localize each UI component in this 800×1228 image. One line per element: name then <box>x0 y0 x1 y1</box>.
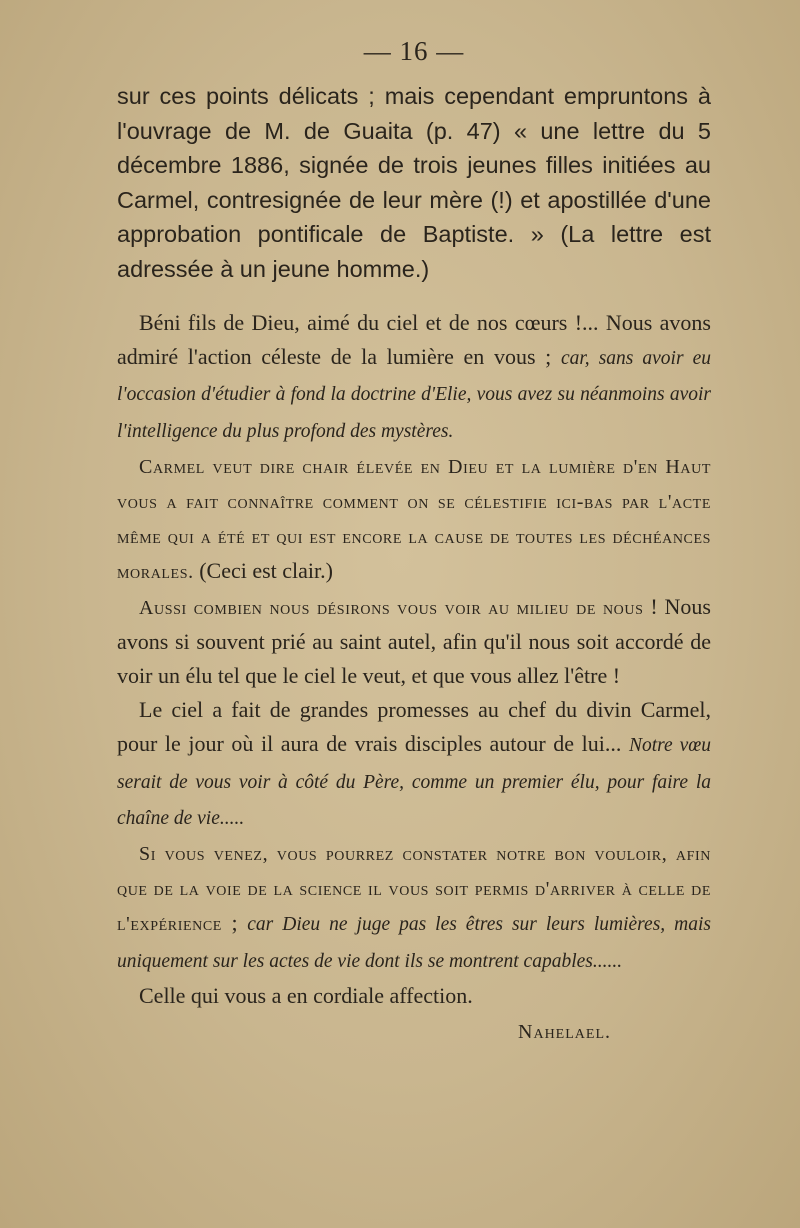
letter-p3-smallcaps: Aussi combien nous désirons vous voir au milieu de nous <box>139 596 644 619</box>
paragraph-gap <box>117 286 711 306</box>
letter-closing: Celle qui vous a en cordiale affection. <box>139 982 473 1008</box>
letter-signature: Nahelael. <box>518 1021 611 1044</box>
document-page <box>117 36 711 1049</box>
letter-p5-italic: car Dieu ne juge pas les êtres sur leurs lumières, mais uniquement sur les actes de vie dont ils se montrent capables...... <box>117 914 711 972</box>
letter-paragraph-2 <box>117 449 711 590</box>
letter-p1-italic: car, sans avoir eu l'occasion d'étudier à fond la doctrine d'Elie, vous avez su néanmoins avoir l'intelligence du plus profond des mystères. <box>117 348 712 442</box>
letter-p5-text: ; <box>221 910 248 936</box>
letter-p4-italic: Notre vœu serait de vous voir à côté du Père, comme un premier élu, pour faire la chaîne de vie..... <box>117 735 712 829</box>
letter-p2-text: (Ceci est clair.) <box>199 558 333 584</box>
letter-paragraph-5 <box>117 836 711 979</box>
page-number: — 16 — <box>363 36 465 66</box>
letter-p3-text: ! Nous avons si souvent prié au saint autel, afin qu'il nous soit accordé de voir un élu tel que le ciel le veut, et que vous allez l'être ! <box>117 593 711 689</box>
letter-paragraph-1 <box>117 306 711 449</box>
letter-paragraph-4 <box>117 693 711 836</box>
letter-p5-smallcaps: Si vous venez, vous pourrez constater notre bon vouloir, afin que de la voie de la science il vous soit permis d'arriver à celle de l'expérience <box>117 843 711 936</box>
quoted-letter <box>117 306 711 1049</box>
letter-paragraph-3 <box>117 590 711 694</box>
letter-p1-text: Béni fils de Dieu, aimé du ciel et de nos cœurs !... Nous avons admiré l'action céleste de la lumière en vous ; <box>117 310 711 370</box>
letter-p2-smallcaps: Carmel veut dire chair élevée en Dieu et la lumière d'en Haut vous a fait connaître comment on se célestifie ici-bas par l'acte même qui a été et qui est encore la cause de toutes les déchéances morales. <box>117 455 711 584</box>
intro-paragraph: sur ces points délicats ; mais cependant empruntons à l'ouvrage de M. de Guaita (p. 47) « une lettre du 5 décembre 1886, signée de trois jeunes filles initiées au Carmel, contresignée de leur mère (!) et apostillée d'une approbation pontificale de Baptiste. » (La lettre est adressée à un jeune homme.) <box>117 83 711 282</box>
letter-p4-text: Le ciel a fait de grandes promesses au chef du divin Carmel, pour le jour où il aura de vrais disciples autour de lui... <box>117 697 711 757</box>
